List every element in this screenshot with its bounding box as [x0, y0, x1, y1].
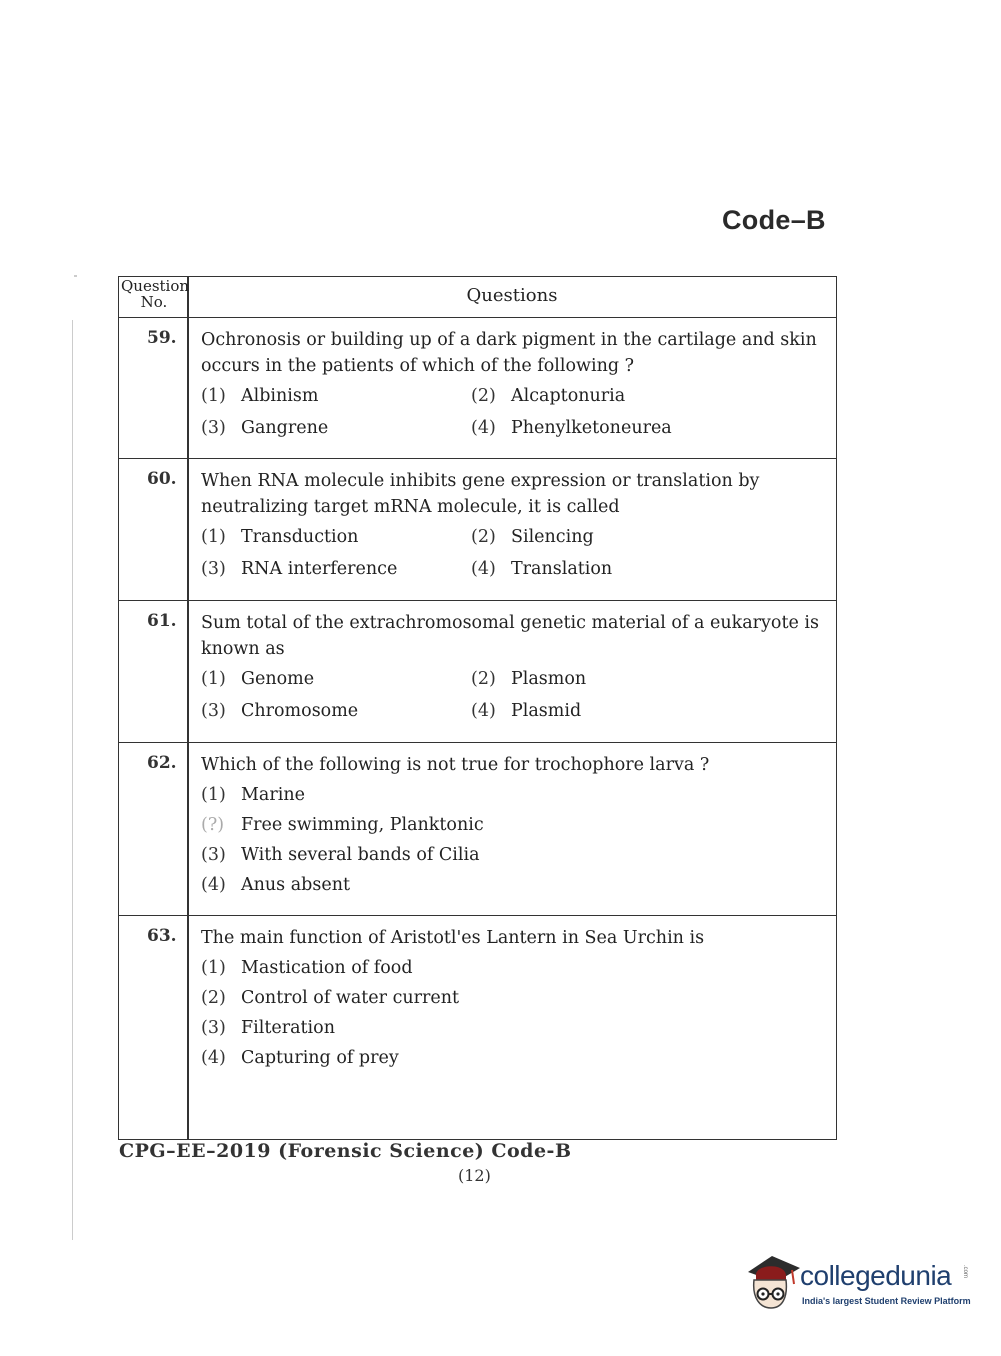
option: (1) Marine	[201, 785, 305, 805]
question-body	[201, 925, 832, 1071]
question-stem: Sum total of the extrachromosomal genetic material of a eukaryote is known as	[201, 613, 819, 659]
scan-artifact-dot	[74, 275, 77, 277]
option: (2) Silencing	[471, 527, 594, 547]
header-questions: Questions	[466, 285, 558, 306]
table-header	[119, 277, 836, 318]
option: (?) Free swimming, Planktonic	[201, 815, 484, 835]
question-stem: The main function of Aristotl'es Lantern in Sea Urchin is	[201, 928, 705, 948]
options	[201, 666, 832, 724]
logo-tagline: India's largest Student Review Platform	[802, 1296, 971, 1306]
collegedunia-logo[interactable]	[742, 1248, 972, 1318]
question-row	[119, 743, 836, 916]
options	[201, 524, 832, 582]
option: (1) Genome	[201, 669, 315, 689]
question-number: 62.	[147, 753, 177, 773]
question-number: 63.	[147, 926, 177, 946]
option: (3) Filteration	[201, 1018, 335, 1038]
question-body	[201, 327, 832, 441]
option: (4) Phenylketoneurea	[471, 418, 672, 438]
options	[201, 955, 832, 1071]
option: (4) Translation	[471, 559, 613, 579]
questions-table	[118, 276, 837, 1140]
option: (3) With several bands of Cilia	[201, 845, 480, 865]
question-stem: Which of the following is not true for trochophore larva ?	[201, 755, 710, 775]
option: (3) RNA interference	[201, 559, 398, 579]
option: (4) Capturing of prey	[201, 1048, 399, 1068]
question-stem: When RNA molecule inhibits gene expression or translation by neutralizing target mRNA molecule, it is called	[201, 471, 760, 517]
question-stem: Ochronosis or building up of a dark pigment in the cartilage and skin occurs in the patients of which of the following ?	[201, 330, 817, 376]
exam-footer: CPG–EE–2019 (Forensic Science) Code-B	[119, 1140, 572, 1162]
question-number: 61.	[147, 611, 177, 631]
options	[201, 782, 832, 898]
question-body	[201, 610, 832, 724]
options	[201, 383, 832, 441]
option: (3) Chromosome	[201, 701, 359, 721]
question-row	[119, 459, 836, 601]
option: (1) Transduction	[201, 527, 359, 547]
scan-artifact	[72, 320, 73, 1240]
option: (2) Plasmon	[471, 669, 587, 689]
page-number: (12)	[458, 1166, 491, 1185]
question-row	[119, 318, 836, 459]
option: (4) Anus absent	[201, 875, 350, 895]
logo-suffix: .com	[962, 1265, 968, 1279]
question-number: 59.	[147, 328, 177, 348]
option: (1) Mastication of food	[201, 958, 413, 978]
question-body	[201, 752, 832, 898]
question-row	[119, 601, 836, 743]
header-question-no: Question No.	[121, 277, 190, 311]
question-body	[201, 468, 832, 582]
question-number: 60.	[147, 469, 177, 489]
option: (4) Plasmid	[471, 701, 582, 721]
option: (3) Gangrene	[201, 418, 329, 438]
question-row	[119, 916, 836, 1139]
mascot-icon	[742, 1250, 802, 1314]
option: (2) Control of water current	[201, 988, 460, 1008]
option: (1) Albinism	[201, 386, 319, 406]
code-label: Code–B	[722, 205, 826, 235]
option: (2) Alcaptonuria	[471, 386, 626, 406]
logo-wordmark: collegedunia	[800, 1260, 952, 1291]
